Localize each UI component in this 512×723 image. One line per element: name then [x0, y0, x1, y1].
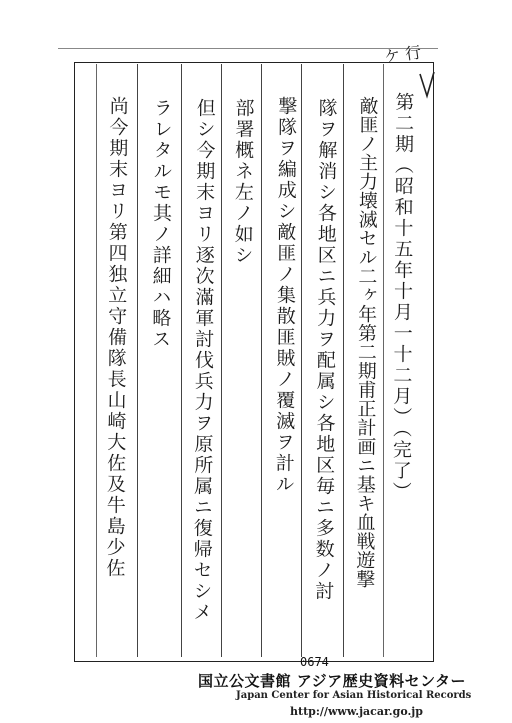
column-rule: [261, 64, 262, 657]
page-number: 0674: [300, 655, 329, 669]
archive-url-link[interactable]: http://www.jacar.go.jp: [290, 705, 423, 718]
column-rule: [343, 64, 344, 657]
text-column-7: ラレタルモ其ノ詳細ハ略ス: [149, 97, 173, 351]
text-column-4: 撃隊ヲ編成シ敵匪ノ集散匪賊ノ覆滅ヲ計ル: [272, 95, 298, 496]
column-rule: [181, 64, 182, 657]
text-column-5: 部署概ネ左ノ如シ: [231, 97, 255, 267]
column-rule: [301, 64, 302, 657]
text-column-3: 隊ヲ解消シ各地区ニ兵力ヲ配属シ各地区毎ニ多数ノ討: [312, 97, 338, 603]
text-column-6: 但シ今期末ヨリ逐次滿軍討伐兵力ヲ原所属ニ復帰セシメ: [190, 97, 216, 624]
corner-annotation: ケ 行: [382, 42, 423, 67]
column-rule: [383, 64, 384, 657]
column-rule: [137, 64, 138, 657]
text-column-8: 尚今期末ヨリ第四独立守備隊長山崎大佐及牛島少佐: [103, 95, 129, 580]
column-rule: [221, 64, 222, 657]
column-rule: [96, 64, 97, 657]
checkmark-icon: [418, 70, 436, 100]
archive-name-japanese: 国立公文書館 アジア歴史資料センター: [198, 672, 467, 690]
text-column-1: 第二期（昭和十五年十月一十二月）（完了）: [389, 91, 415, 503]
top-rule: [58, 48, 438, 49]
archive-name-english: Japan Center for Asian Historical Records: [236, 690, 472, 701]
text-column-2: 敵匪ノ主力壊滅セル二ヶ年第二期甫正計画ニ基キ血戦遊撃: [353, 95, 379, 589]
